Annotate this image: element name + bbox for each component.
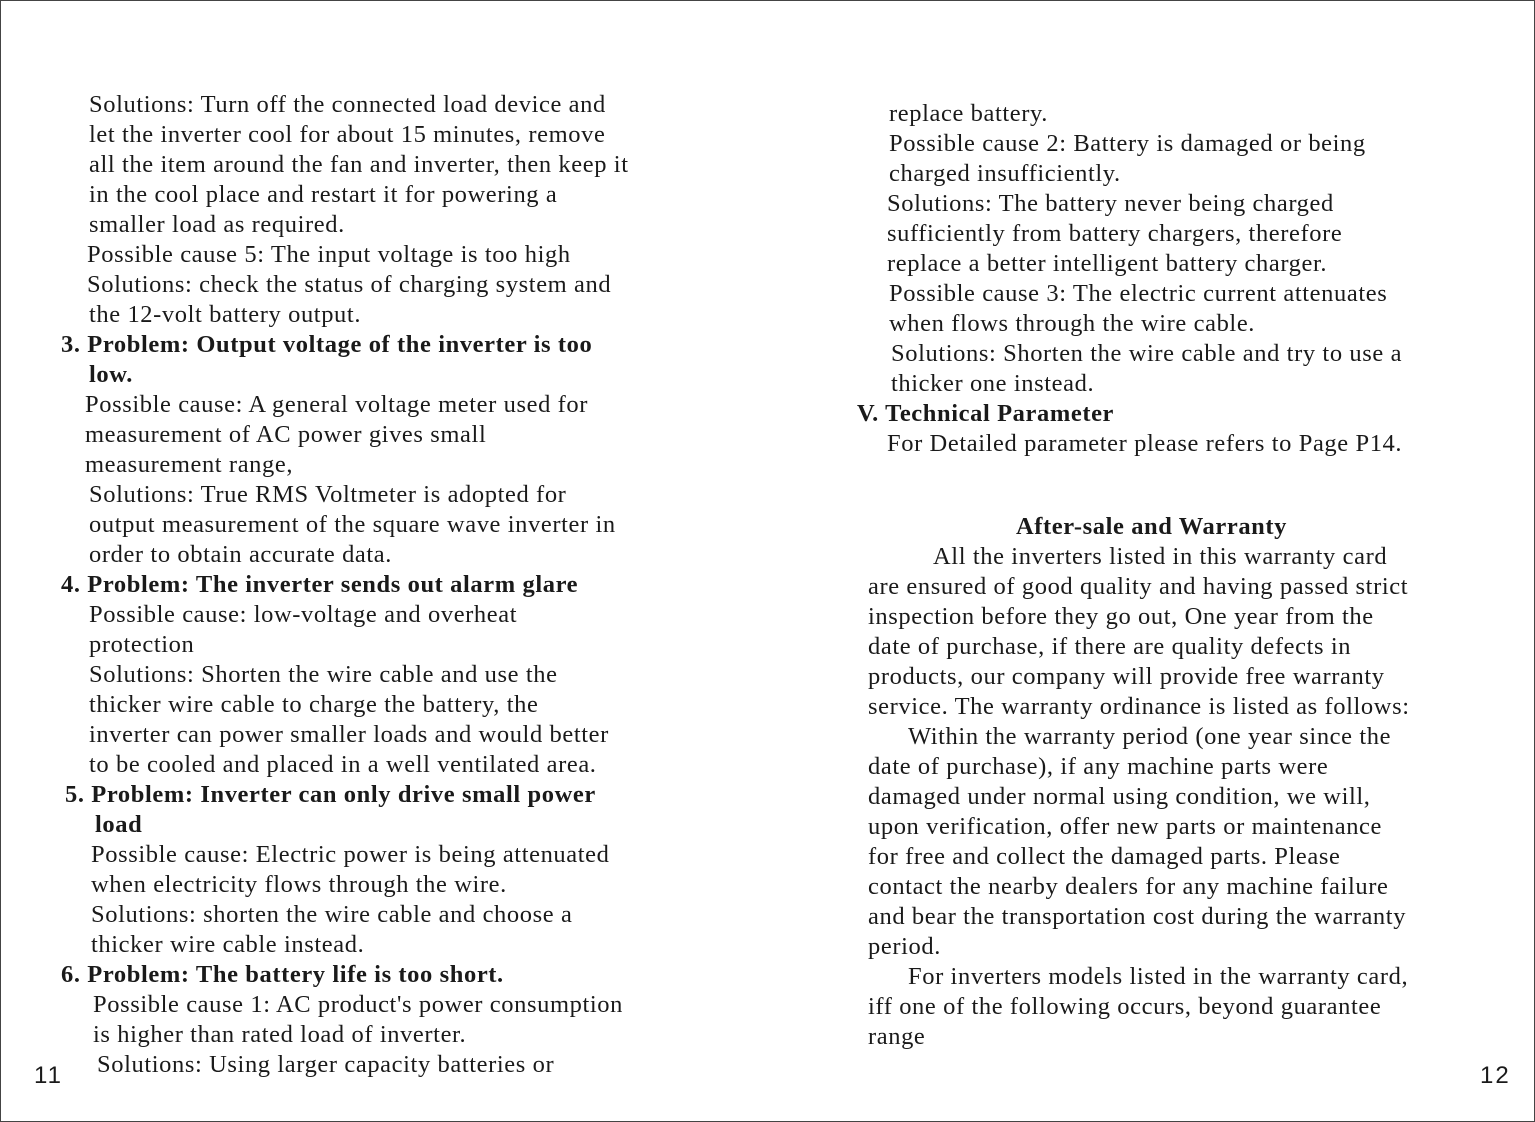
- text-line: output measurement of the square wave inverter in: [89, 511, 616, 538]
- text-line: sufficiently from battery chargers, therefore: [887, 220, 1343, 247]
- text-line: Solutions: True RMS Voltmeter is adopted for: [89, 481, 567, 508]
- text-line: For inverters models listed in the warranty card,: [908, 963, 1409, 990]
- text-line: Solutions: check the status of charging system and: [87, 271, 612, 298]
- text-line: Possible cause 3: The electric current attenuates: [889, 280, 1388, 307]
- text-line: Possible cause: A general voltage meter used for: [85, 391, 589, 418]
- text-line: is higher than rated load of inverter.: [93, 1021, 467, 1048]
- text-line: All the inverters listed in this warranty card: [933, 543, 1388, 570]
- text-line: inverter can power smaller loads and would better: [89, 721, 609, 748]
- text-line: and bear the transportation cost during the warranty: [868, 903, 1407, 930]
- text-line: date of purchase), if any machine parts were: [868, 753, 1329, 780]
- text-line: Solutions: Shorten the wire cable and use the: [89, 661, 558, 688]
- warranty-title: After-sale and Warranty: [1016, 513, 1288, 540]
- text-line: measurement of AC power gives small: [85, 421, 487, 448]
- text-line: thicker wire cable to charge the battery, the: [89, 691, 539, 718]
- text-line: inspection before they go out, One year from the: [868, 603, 1374, 630]
- text-line: range: [868, 1023, 926, 1050]
- text-line: replace battery.: [889, 100, 1048, 127]
- text-line: Within the warranty period (one year since the: [908, 723, 1392, 750]
- text-line: Solutions: shorten the wire cable and choose a: [91, 901, 573, 928]
- text-line: Solutions: Using larger capacity batteries or: [97, 1051, 555, 1078]
- text-line: when electricity flows through the wire.: [91, 871, 507, 898]
- text-line: contact the nearby dealers for any machine failure: [868, 873, 1389, 900]
- text-line: order to obtain accurate data.: [89, 541, 393, 568]
- text-line: Solutions: Shorten the wire cable and try to use a: [891, 340, 1403, 367]
- text-line: Possible cause 2: Battery is damaged or being: [889, 130, 1366, 157]
- text-line: Solutions: Turn off the connected load device and: [89, 91, 606, 118]
- text-line: for free and collect the damaged parts. Please: [868, 843, 1341, 870]
- section-heading: 4. Problem: The inverter sends out alarm glare: [61, 571, 579, 598]
- text-line: protection: [89, 631, 195, 658]
- text-line: Possible cause: low-voltage and overheat: [89, 601, 518, 628]
- section-heading: 5. Problem: Inverter can only drive small power: [65, 781, 596, 808]
- text-line: Possible cause 1: AC product's power consumption: [93, 991, 623, 1018]
- text-line: Possible cause 5: The input voltage is too high: [87, 241, 571, 268]
- text-line: thicker wire cable instead.: [91, 931, 365, 958]
- text-line: date of purchase, if there are quality defects in: [868, 633, 1352, 660]
- text-line: when flows through the wire cable.: [889, 310, 1256, 337]
- section-heading: 3. Problem: Output voltage of the inverter is too: [61, 331, 593, 358]
- text-line: the 12-volt battery output.: [89, 301, 362, 328]
- text-line: products, our company will provide free warranty: [868, 663, 1385, 690]
- section-heading: 6. Problem: The battery life is too short.: [61, 961, 504, 988]
- section-heading: load: [95, 811, 143, 838]
- text-line: are ensured of good quality and having passed strict: [868, 573, 1409, 600]
- text-line: charged insufficiently.: [889, 160, 1121, 187]
- page-number: 11: [34, 1062, 63, 1089]
- text-line: damaged under normal using condition, we will,: [868, 783, 1371, 810]
- text-line: For Detailed parameter please refers to Page P14.: [887, 430, 1403, 457]
- text-line: iff one of the following occurs, beyond guarantee: [868, 993, 1382, 1020]
- text-line: Solutions: The battery never being charged: [887, 190, 1334, 217]
- page-number: 12: [1480, 1062, 1511, 1089]
- text-line: in the cool place and restart it for powering a: [89, 181, 558, 208]
- text-line: replace a better intelligent battery charger.: [887, 250, 1328, 277]
- text-line: measurement range,: [85, 451, 294, 478]
- section-heading: V. Technical Parameter: [857, 400, 1115, 427]
- text-line: service. The warranty ordinance is listed as follows:: [868, 693, 1410, 720]
- text-line: to be cooled and placed in a well ventilated area.: [89, 751, 597, 778]
- section-heading: low.: [89, 361, 133, 388]
- text-line: period.: [868, 933, 941, 960]
- text-line: smaller load as required.: [89, 211, 345, 238]
- text-line: thicker one instead.: [891, 370, 1095, 397]
- text-line: all the item around the fan and inverter, then keep it: [89, 151, 629, 178]
- text-line: upon verification, offer new parts or maintenance: [868, 813, 1382, 840]
- text-line: Possible cause: Electric power is being attenuated: [91, 841, 610, 868]
- text-line: let the inverter cool for about 15 minutes, remove: [89, 121, 606, 148]
